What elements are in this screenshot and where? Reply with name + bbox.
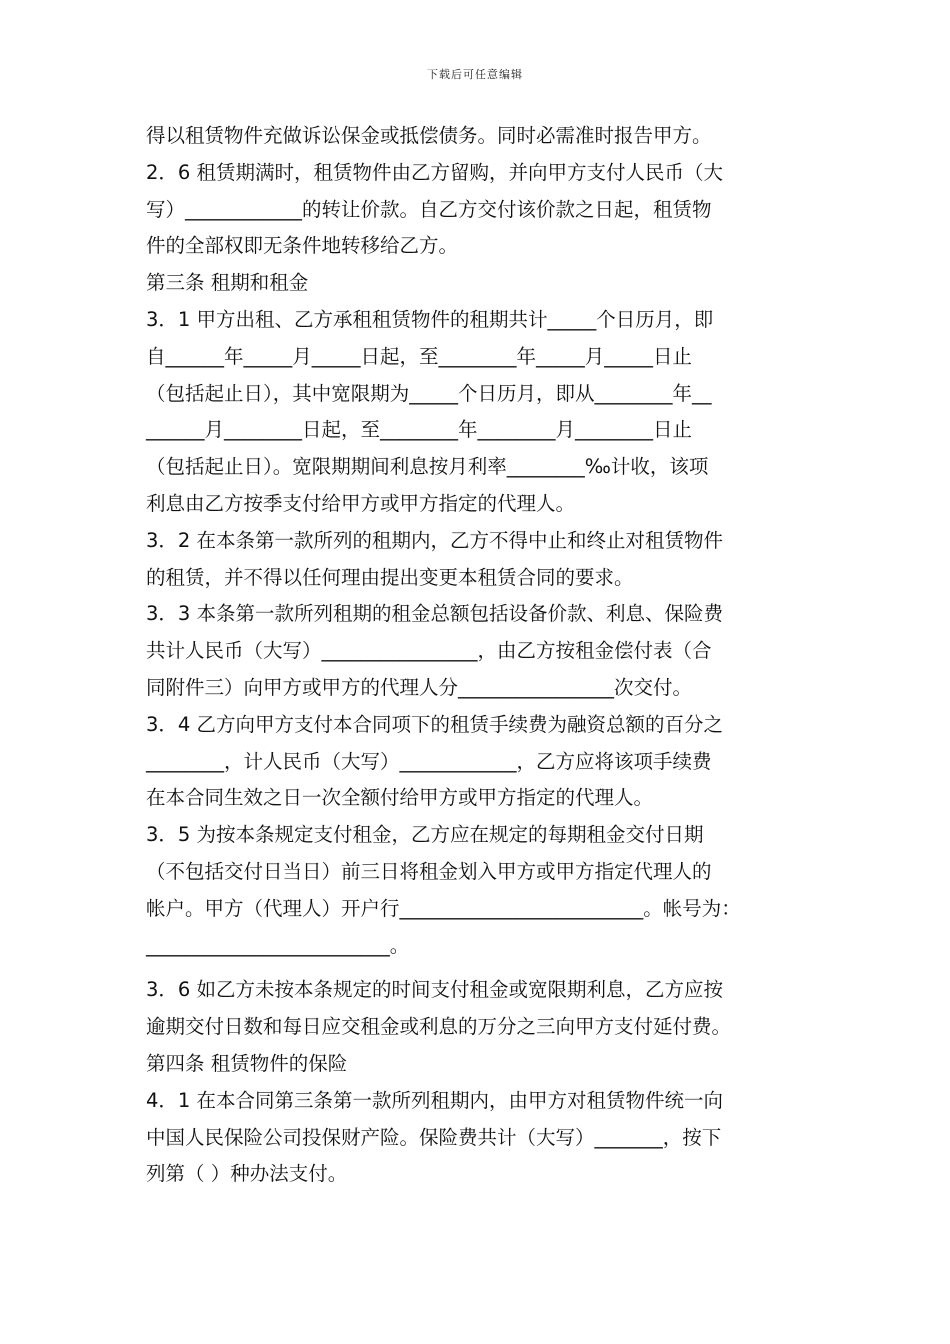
text-line: ______月________日起，至________年________月________日止 — [146, 418, 693, 442]
text-line: 同附件三）向甲方或甲方的代理人分________________次交付。 — [146, 675, 693, 699]
text-line: （不包括交付日当日）前三日将租金划入甲方或甲方指定代理人的 — [146, 859, 712, 883]
text-line: 3．5 为按本条规定支付租金，乙方应在规定的每期租金交付日期 — [146, 823, 704, 847]
text-line: 2．6 租赁期满时，租赁物件由乙方留购，并向甲方支付人民币（大 — [146, 160, 724, 184]
text-line: 3．4 乙方向甲方支付本合同项下的租赁手续费为融资总额的百分之 — [146, 712, 724, 736]
text-line: 自______年_____月_____日起，至________年_____月_____日止 — [146, 344, 693, 368]
text-line: 得以租赁物件充做诉讼保金或抵偿债务。同时必需准时报告甲方。 — [146, 124, 712, 147]
text-line: 第三条 租期和租金 — [146, 271, 309, 295]
text-line: 第四条 租赁物件的保险 — [146, 1051, 348, 1075]
contract-body — [146, 118, 818, 1193]
text-line: 逾期交付日数和每日应交租金或利息的万分之三向甲方支付延付费。 — [146, 1015, 732, 1039]
text-line: 3．1 甲方出租、乙方承租租赁物件的租期共计_____个日历月，即 — [146, 307, 714, 331]
text-line: 的租赁，并不得以任何理由提出变更本租赁合同的要求。 — [146, 565, 634, 589]
text-line: 中国人民保险公司投保财产险。保险费共计（大写）_______，按下 — [146, 1125, 722, 1149]
text-line: 件的全部权即无条件地转移给乙方。 — [146, 234, 459, 258]
paragraph-gap — [146, 964, 818, 972]
text-line: 利息由乙方按季支付给甲方或甲方指定的代理人。 — [146, 491, 576, 515]
text-line: （包括起止日）。宽限期期间利息按月利率________‰计收，该项 — [146, 455, 709, 479]
text-line: 列第（ ）种办法支付。 — [146, 1162, 348, 1186]
text-line: ________，计人民币（大写）____________，乙方应将该项手续费 — [146, 749, 712, 773]
text-line: （包括起止日），其中宽限期为_____个日历月，即从________年__ — [146, 381, 712, 405]
text-line: 写）____________的转让价款。自乙方交付该价款之日起，租赁物 — [146, 197, 712, 221]
text-line: 共计人民币（大写）________________，由乙方按租金偿付表（合 — [146, 639, 712, 663]
text-line: 4．1 在本合同第三条第一款所列租期内，由甲方对租赁物件统一向 — [146, 1088, 724, 1112]
page-header: 下载后可任意编辑 — [427, 68, 523, 81]
text-line: 3．6 如乙方未按本条规定的时间支付租金或宽限期利息，乙方应按 — [146, 978, 724, 1002]
text-line: 在本合同生效之日一次全额付给甲方或甲方指定的代理人。 — [146, 786, 654, 810]
text-line: 3．3 本条第一款所列租期的租金总额包括设备价款、利息、保险费 — [146, 602, 724, 626]
text-line: _________________________。 — [146, 933, 410, 957]
text-line: 帐户。甲方（代理人）开户行_________________________。帐号为： — [146, 896, 741, 920]
text-line: 3．2 在本条第一款所列的租期内，乙方不得中止和终止对租赁物件 — [146, 528, 724, 552]
